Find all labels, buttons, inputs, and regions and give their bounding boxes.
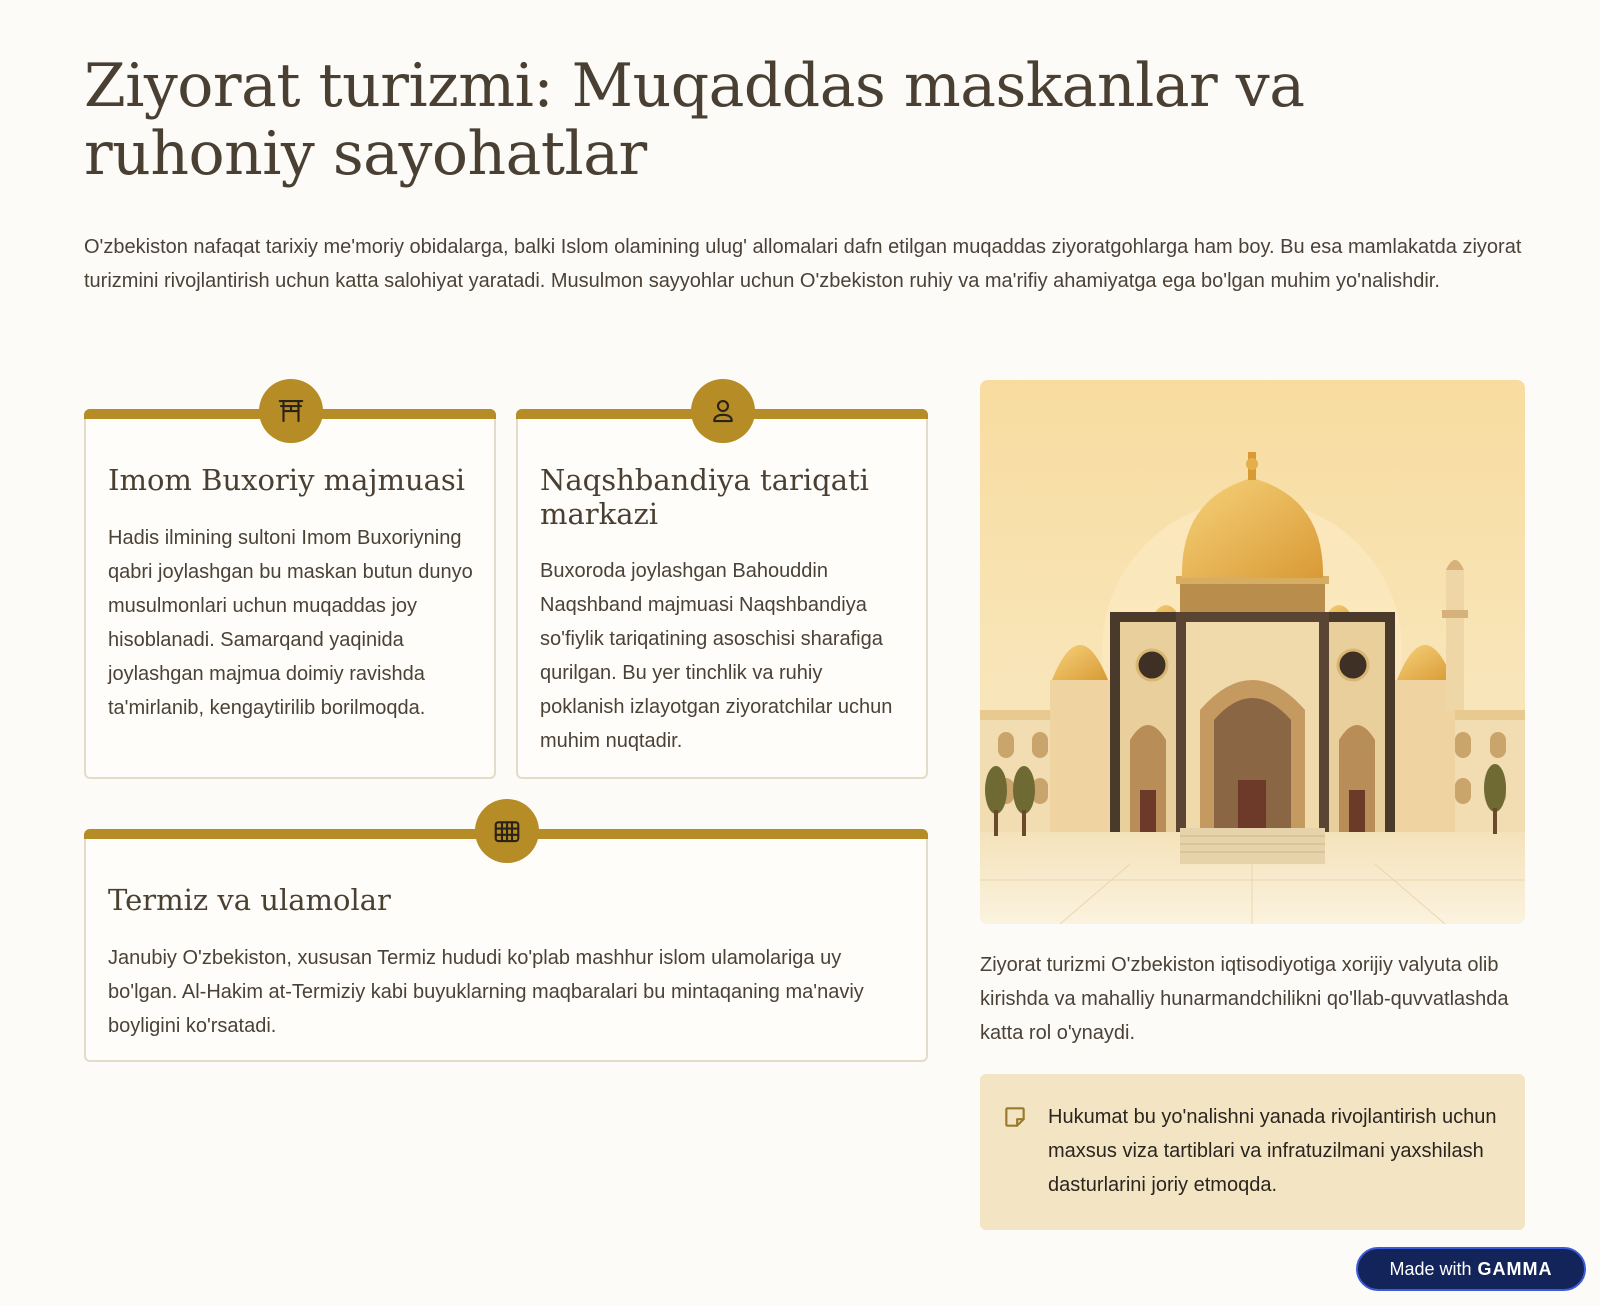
- badge-prefix: Made with: [1389, 1258, 1472, 1279]
- made-with-gamma-badge[interactable]: [1356, 1247, 1586, 1291]
- card-title: Naqshbandiya tariqati markazi: [540, 463, 869, 531]
- note-text: Hukumat bu yo'nalishni yanada rivojlantirish uchun maxsus viza tartiblari va infratuzilmani yaxshilash dasturlarini joriy etmoqda.: [1048, 1106, 1497, 1196]
- page-title: Ziyorat turizmi: Muqaddas maskanlar va ruhoniy sayohatlar: [84, 51, 1305, 189]
- side-paragraph: Ziyorat turizmi O'zbekiston iqtisodiyotiga xorijiy valyuta olib kirishda va mahalliy hunarmandchilikni qo'llab-quvvatlashda katta rol o'ynaydi.: [980, 954, 1509, 1044]
- card-imom-buxoriy: [84, 409, 496, 779]
- sticky-note-icon: [1002, 1104, 1028, 1130]
- torii-gate-icon: [259, 379, 323, 443]
- card-body: Hadis ilmining sultoni Imom Buxoriyning qabri joylashgan bu maskan butun dunyo musulmonlari uchun muqaddas joy hisoblanadi. Samarqand yaqinida joylashgan majmua doimiy ravishda ta'mirlanib, kengaytirilib borilmoqda.: [108, 527, 473, 719]
- intro-paragraph: O'zbekiston nafaqat tarixiy me'moriy obidalarga, balki Islom olamining ulug' allomalari dafn etilgan muqaddas ziyoratgohlarga ham boy. Bu esa mamlakatda ziyorat turizmini rivojlantirish uchun katta salohiyat yaratadi. Musulmon sayyohlar uchun O'zbekiston ruhiy va ma'rifiy ahamiyatga ega bo'lgan muhim yo'nalishdir.: [84, 236, 1522, 292]
- card-title: Imom Buxoriy majmuasi: [108, 463, 466, 497]
- note-callout: [980, 1074, 1525, 1230]
- calendar-grid-icon: [475, 799, 539, 863]
- card-body: Janubiy O'zbekiston, xususan Termiz hududi ko'plab mashhur islom ulamolariga uy bo'lgan. Al-Hakim at-Termiziy kabi buyuklarning maqbaralari bu mintaqaning ma'naviy boyligini ko'rsatadi.: [108, 947, 864, 1037]
- card-title: Termiz va ulamolar: [108, 883, 391, 917]
- card-naqshbandiya: [516, 409, 928, 779]
- card-termiz: [84, 829, 928, 1062]
- mosque-illustration: [980, 380, 1525, 924]
- badge-brand: GAMMA: [1477, 1258, 1553, 1279]
- card-body: Buxoroda joylashgan Bahouddin Naqshband majmuasi Naqshbandiya so'fiylik tariqatining asoschisi sharafiga qurilgan. Bu yer tinchlik va ruhiy poklanish izlayotgan ziyoratchilar uchun muhim nuqtadir.: [540, 560, 893, 752]
- person-icon: [691, 379, 755, 443]
